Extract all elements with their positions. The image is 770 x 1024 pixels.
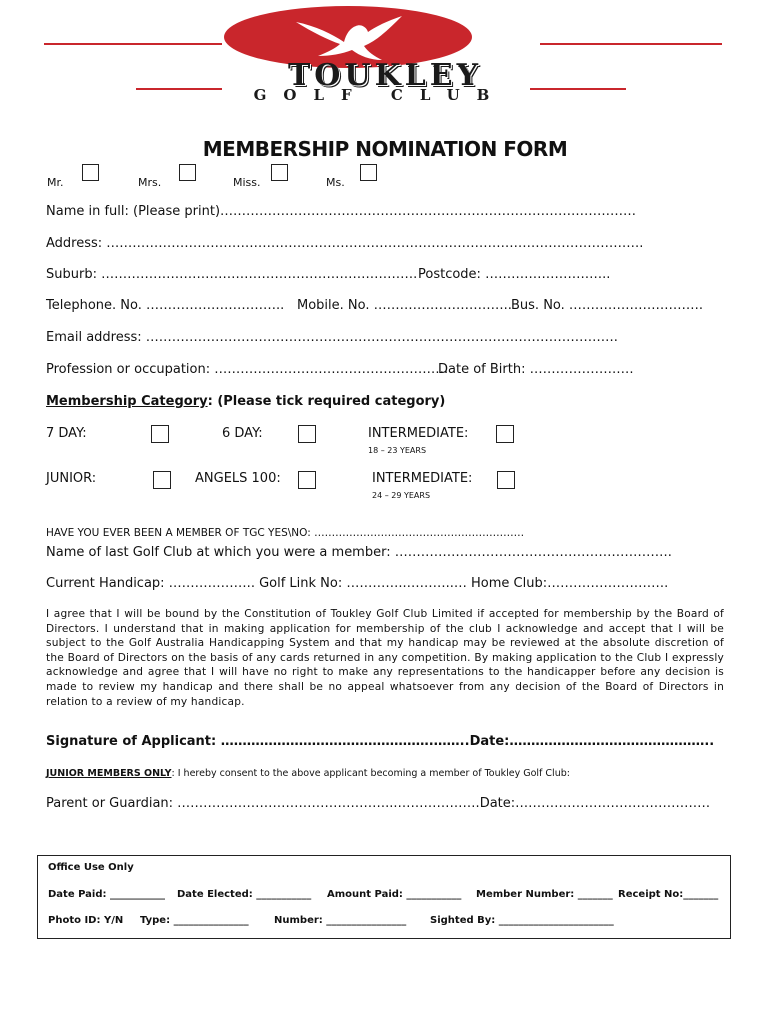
salutation-mr-checkbox[interactable]	[82, 164, 99, 181]
parent-row	[46, 796, 710, 811]
suburb-field[interactable]: Suburb: ……………………………………………………………….	[46, 267, 418, 282]
email-field[interactable]: Email address: ……………………………………………………………………………………………….	[46, 330, 618, 345]
signature-row	[46, 734, 714, 749]
salutation-miss-label: Miss.	[233, 176, 261, 189]
parent-signature-field[interactable]: …………………………………………...……………….	[173, 796, 480, 811]
form-title: MEMBERSHIP NOMINATION FORM	[202, 137, 568, 161]
angels-checkbox[interactable]	[298, 471, 316, 489]
signature-date-field[interactable]: Date:………………………………………..	[469, 734, 715, 749]
handicap-field[interactable]: Current Handicap: ……………….. Golf Link No: …………..………..… Home Club:……………………….	[46, 576, 669, 591]
logo-subtitle: GOLF CLUB	[253, 86, 507, 104]
profession-field[interactable]: Profession or occupation: ………………………………………………	[46, 362, 449, 377]
bus-field[interactable]: Bus. No. ………………………….	[511, 298, 704, 313]
salutation-mrs-checkbox[interactable]	[179, 164, 196, 181]
salutation-ms-checkbox[interactable]	[360, 164, 377, 181]
office-sighted-by[interactable]: Sighted By: _______________________	[430, 915, 614, 926]
office-use-title: Office Use Only	[48, 862, 134, 873]
angels-label: ANGELS 100:	[195, 471, 281, 486]
logo-name: TOUKLEY	[287, 58, 483, 93]
signature-label: Signature of Applicant:	[46, 734, 217, 749]
office-date-elected[interactable]: Date Elected: ___________	[177, 889, 312, 900]
seven-day-label: 7 DAY:	[46, 426, 87, 441]
last-club-field[interactable]: Name of last Golf Club at which you were a member: ……………………………………………………….	[46, 545, 672, 560]
junior-consent	[46, 768, 570, 779]
office-member-number[interactable]: Member Number: _______	[476, 889, 613, 900]
telephone-field[interactable]: Telephone. No. …………………………..	[46, 298, 285, 313]
postcode-field[interactable]: Postcode: ………………………..	[418, 267, 611, 282]
office-amount-paid[interactable]: Amount Paid: ___________	[327, 889, 462, 900]
header-rule-left-top	[44, 43, 222, 45]
office-photo-id[interactable]: Photo ID: Y/N	[48, 915, 124, 926]
tgc-member-field[interactable]: HAVE YOU EVER BEEN A MEMBER OF TGC YES\NO: ……………………………………………………	[46, 527, 525, 539]
salutation-mr-label: Mr.	[47, 176, 64, 189]
intermediate-2-age: 24 – 29 YEARS	[372, 491, 431, 500]
six-day-checkbox[interactable]	[298, 425, 316, 443]
salutation-miss-checkbox[interactable]	[271, 164, 288, 181]
membership-category-heading	[46, 394, 445, 409]
office-use-box	[37, 855, 731, 939]
six-day-label: 6 DAY:	[222, 426, 263, 441]
intermediate-1-checkbox[interactable]	[496, 425, 514, 443]
intermediate-2-checkbox[interactable]	[497, 471, 515, 489]
junior-consent-heading: JUNIOR MEMBERS ONLY	[46, 768, 172, 779]
junior-label: JUNIOR:	[46, 471, 97, 486]
junior-checkbox[interactable]	[153, 471, 171, 489]
office-date-paid[interactable]: Date Paid: ___________	[48, 889, 165, 900]
eagle-icon	[294, 12, 404, 64]
junior-consent-text: : I hereby consent to the above applicant becoming a member of Toukley Golf Club:	[171, 768, 570, 779]
address-field[interactable]: Address: …………………………………………………………………………………………………………….	[46, 236, 644, 251]
header-rule-right-top	[540, 43, 722, 45]
membership-category-heading-underlined: Membership Category	[46, 394, 208, 409]
salutation-ms-label: Ms.	[326, 176, 345, 189]
intermediate-1-label: INTERMEDIATE:	[368, 426, 469, 441]
office-receipt-no[interactable]: Receipt No:_______	[618, 889, 719, 900]
agreement-paragraph: I agree that I will be bound by the Constitution of Toukley Golf Club Limited if accepted for membership by the Board of Directors. I understand that in making application for membership of the club I acknowledge and accept that I will be subject to the Golf Australia Handicapping System and that my handicap may be reviewed at the absolute discretion of the Board of Directors on the basis of any cards returned in any competition. By making application to the Club I expressly acknowledge and agree that I will have no right to make any representations to the handicapper before any decision is made to review my handicap and there shall be no appeal whatsoever from any decision of the Board of Directors in relation to a review of my handicap.	[46, 608, 724, 708]
parent-date-field[interactable]: Date:………………………………………	[479, 796, 711, 811]
office-number[interactable]: Number: ________________	[274, 915, 407, 926]
office-type[interactable]: Type: _______________	[140, 915, 249, 926]
intermediate-2-label: INTERMEDIATE:	[372, 471, 473, 486]
membership-category-heading-rest: : (Please tick required category)	[207, 394, 446, 409]
signature-field[interactable]: ………………………………………….……..	[216, 734, 470, 749]
mobile-field[interactable]: Mobile. No. …………………………..	[297, 298, 512, 313]
seven-day-checkbox[interactable]	[151, 425, 169, 443]
salutation-mrs-label: Mrs.	[138, 176, 162, 189]
name-field[interactable]: Name in full: (Please print)……………………………………………………………………………………	[46, 204, 637, 219]
intermediate-1-age: 18 – 23 YEARS	[368, 446, 427, 455]
dob-field[interactable]: Date of Birth: ……………………	[438, 362, 634, 377]
parent-label: Parent or Guardian:	[46, 796, 174, 811]
